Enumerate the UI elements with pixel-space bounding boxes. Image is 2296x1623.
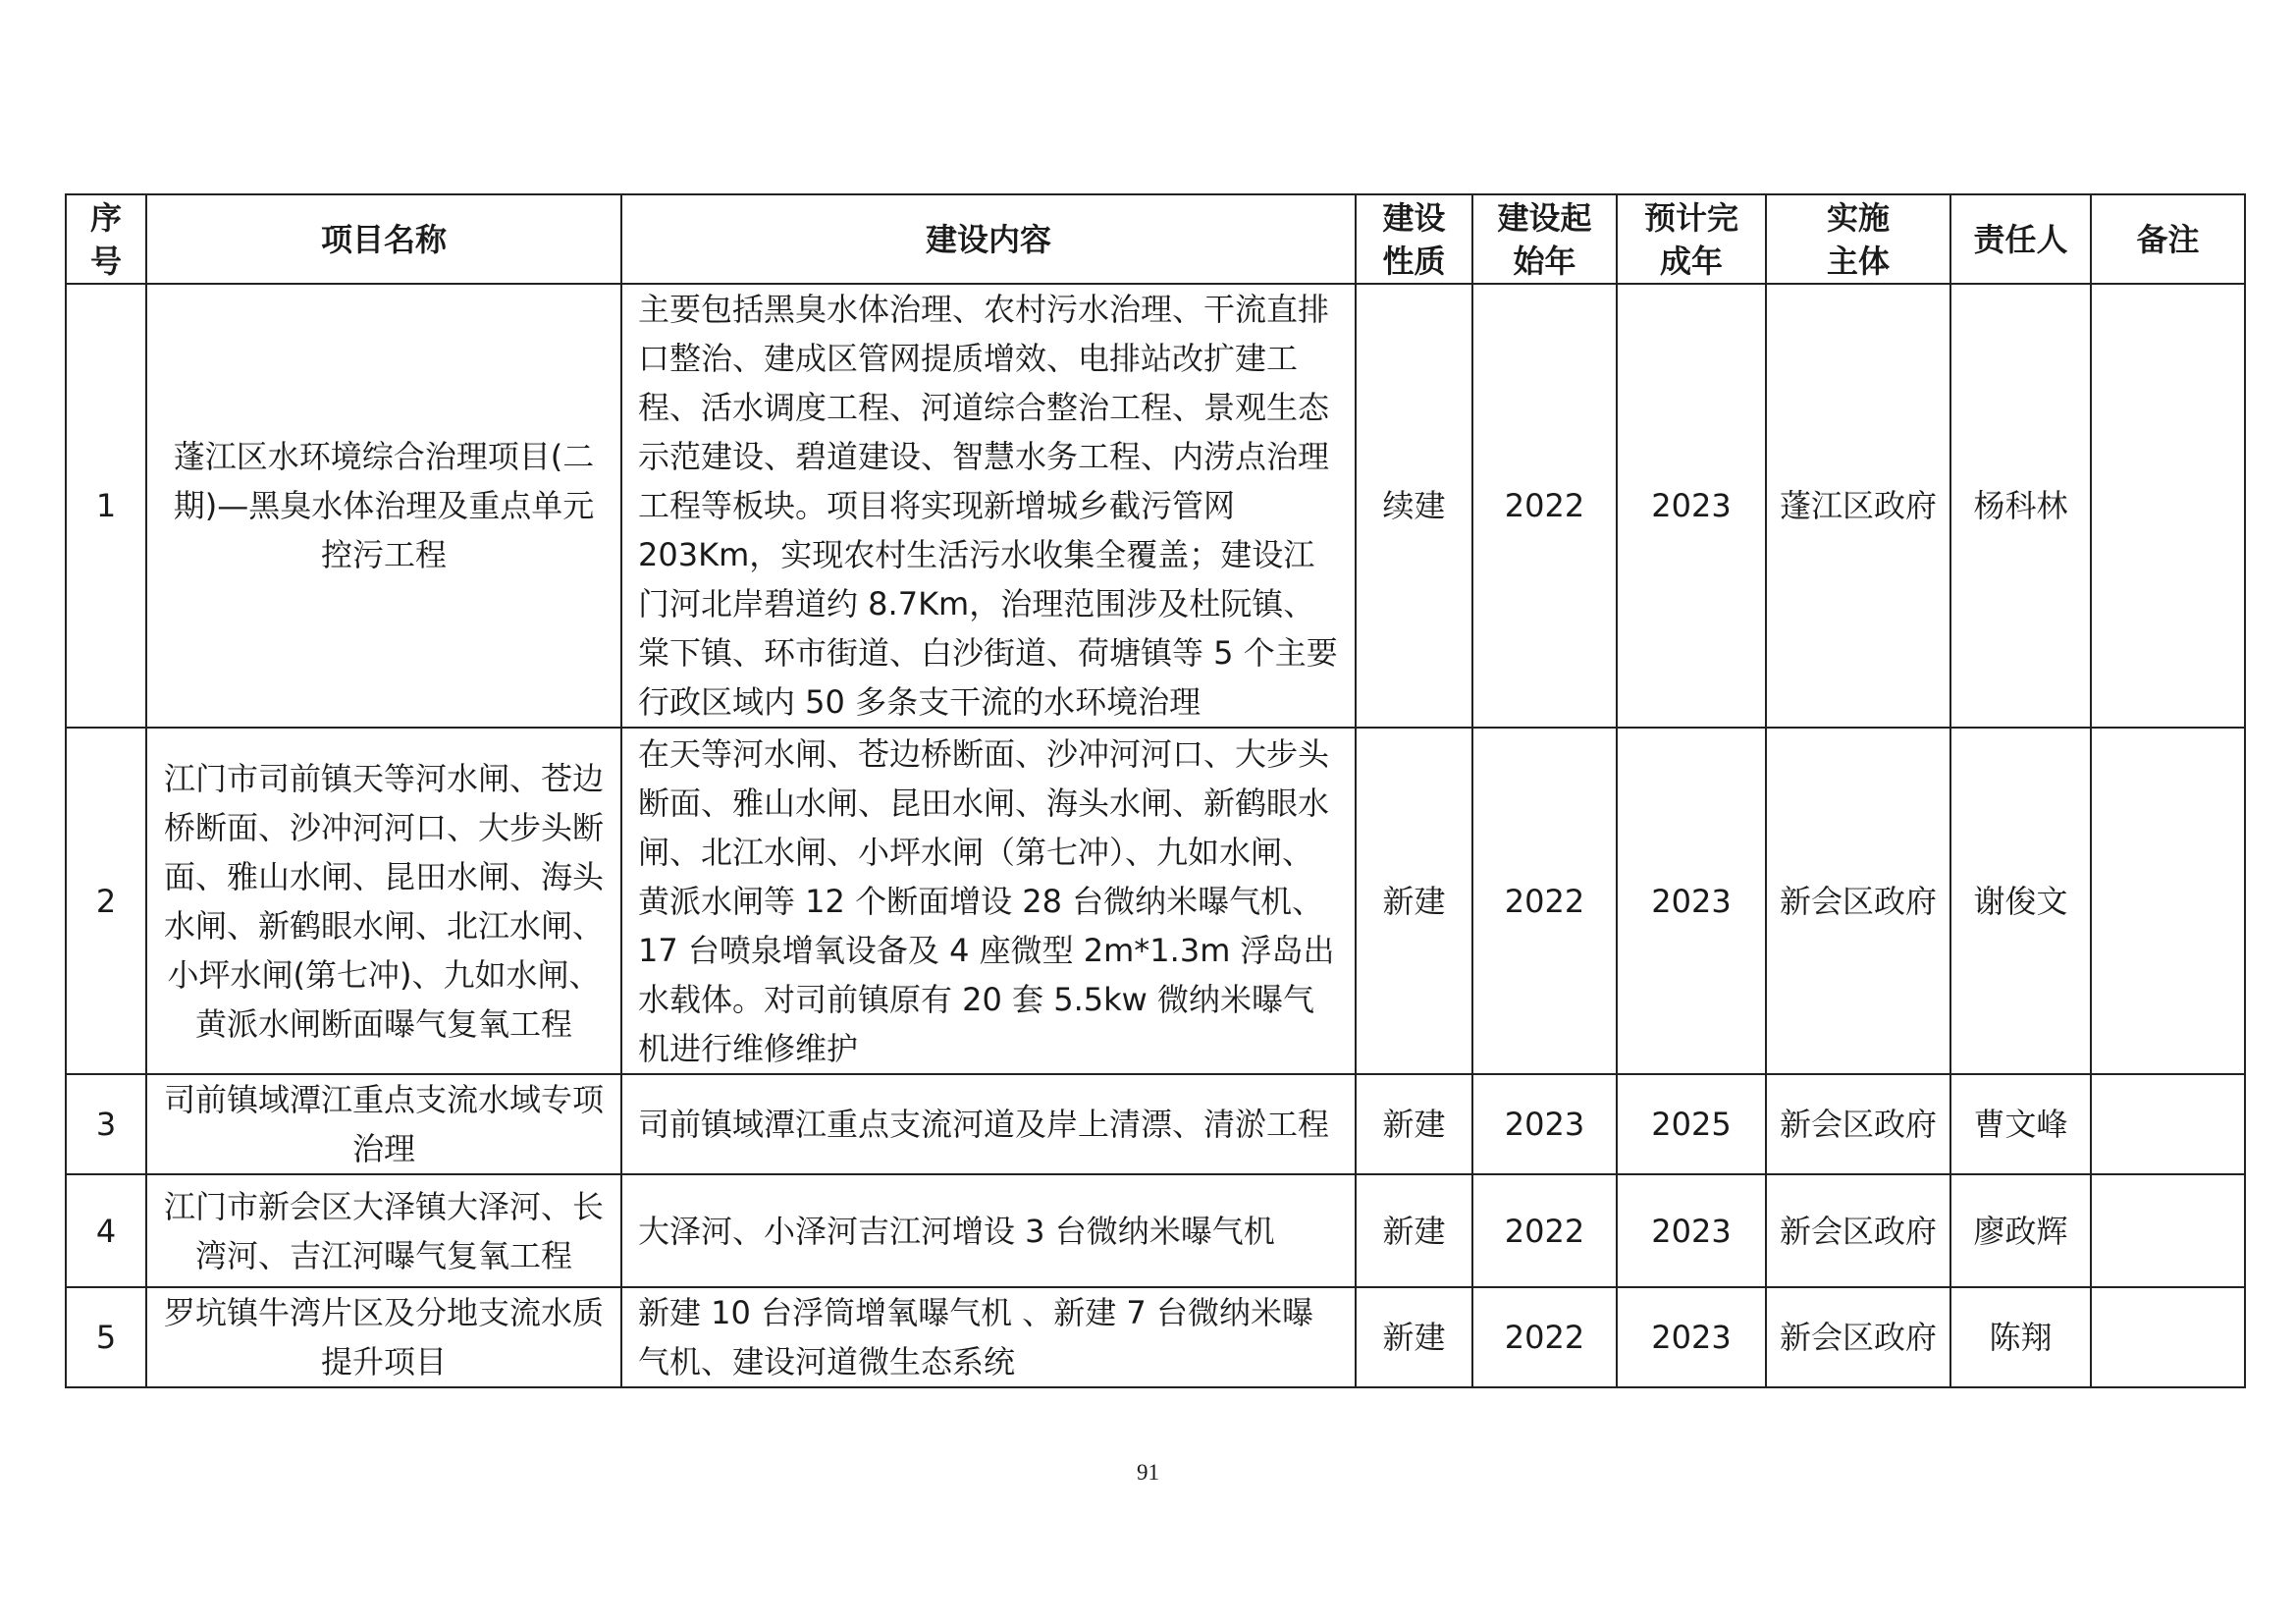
cell-project-name: 罗坑镇牛湾片区及分地支流水质提升项目	[146, 1287, 621, 1387]
cell-end-year: 2023	[1617, 284, 1766, 728]
cell-content: 大泽河、小泽河吉江河增设 3 台微纳米曝气机	[621, 1174, 1356, 1287]
cell-start-year: 2022	[1472, 728, 1617, 1074]
cell-project-name: 司前镇域潭江重点支流水域专项治理	[146, 1074, 621, 1174]
cell-project-name: 江门市司前镇天等河水闸、苍边桥断面、沙冲河河口、大步头断面、雅山水闸、昆田水闸、海头水闸、新鹤眼水闸、北江水闸、小坪水闸(第七冲)、九如水闸、黄派水闸断面曝气复氧工程	[146, 728, 621, 1074]
cell-seq: 2	[66, 728, 146, 1074]
project-table	[65, 193, 2246, 1388]
cell-seq: 3	[66, 1074, 146, 1174]
header-implementer: 实施 主体	[1766, 194, 1950, 284]
cell-content: 主要包括黑臭水体治理、农村污水治理、干流直排口整治、建成区管网提质增效、电排站改扩建工程、活水调度工程、河道综合整治工程、景观生态示范建设、碧道建设、智慧水务工程、内涝点治理工程等板块。项目将实现新增城乡截污管网 203Km，实现农村生活污水收集全覆盖；建设江门河北岸碧道约 8.7Km，治理范围涉及杜阮镇、棠下镇、环市街道、白沙街道、荷塘镇等 5 个主要行政区域内 50 多条支干流的水环境治理	[621, 284, 1356, 728]
table-row	[66, 284, 2245, 728]
cell-remark	[2091, 1074, 2245, 1174]
cell-end-year: 2023	[1617, 1287, 1766, 1387]
cell-nature: 续建	[1356, 284, 1472, 728]
header-project-name: 项目名称	[146, 194, 621, 284]
cell-responsible: 杨科林	[1950, 284, 2091, 728]
cell-responsible: 曹文峰	[1950, 1074, 2091, 1174]
cell-content: 新建 10 台浮筒增氧曝气机 、新建 7 台微纳米曝气机、建设河道微生态系统	[621, 1287, 1356, 1387]
cell-content: 司前镇域潭江重点支流河道及岸上清漂、清淤工程	[621, 1074, 1356, 1174]
cell-remark	[2091, 728, 2245, 1074]
cell-nature: 新建	[1356, 728, 1472, 1074]
cell-end-year: 2023	[1617, 728, 1766, 1074]
cell-start-year: 2022	[1472, 1174, 1617, 1287]
cell-responsible: 廖政辉	[1950, 1174, 2091, 1287]
table-row	[66, 728, 2245, 1074]
cell-responsible: 陈翔	[1950, 1287, 2091, 1387]
cell-nature: 新建	[1356, 1074, 1472, 1174]
cell-project-name: 江门市新会区大泽镇大泽河、长湾河、吉江河曝气复氧工程	[146, 1174, 621, 1287]
cell-remark	[2091, 1287, 2245, 1387]
cell-start-year: 2022	[1472, 1287, 1617, 1387]
cell-nature: 新建	[1356, 1287, 1472, 1387]
cell-seq: 4	[66, 1174, 146, 1287]
header-nature: 建设 性质	[1356, 194, 1472, 284]
header-content: 建设内容	[621, 194, 1356, 284]
cell-nature: 新建	[1356, 1174, 1472, 1287]
cell-implementer: 新会区政府	[1766, 728, 1950, 1074]
header-start-year: 建设起 始年	[1472, 194, 1617, 284]
cell-remark	[2091, 1174, 2245, 1287]
cell-project-name: 蓬江区水环境综合治理项目(二期)—黑臭水体治理及重点单元控污工程	[146, 284, 621, 728]
cell-implementer: 新会区政府	[1766, 1174, 1950, 1287]
cell-seq: 1	[66, 284, 146, 728]
header-responsible: 责任人	[1950, 194, 2091, 284]
table-row	[66, 1287, 2245, 1387]
page-number: 91	[1137, 1460, 1159, 1485]
table-row	[66, 1174, 2245, 1287]
cell-implementer: 新会区政府	[1766, 1287, 1950, 1387]
header-seq: 序 号	[66, 194, 146, 284]
cell-end-year: 2023	[1617, 1174, 1766, 1287]
cell-content: 在天等河水闸、苍边桥断面、沙冲河河口、大步头断面、雅山水闸、昆田水闸、海头水闸、新鹤眼水闸、北江水闸、小坪水闸（第七冲）、九如水闸、黄派水闸等 12 个断面增设 28 台微纳米曝气机、17 台喷泉增氧设备及 4 座微型 2m*1.3m 浮岛出水载体。对司前镇原有 20 套 5.5kw 微纳米曝气机进行维修维护	[621, 728, 1356, 1074]
cell-responsible: 谢俊文	[1950, 728, 2091, 1074]
cell-seq: 5	[66, 1287, 146, 1387]
cell-implementer: 蓬江区政府	[1766, 284, 1950, 728]
cell-implementer: 新会区政府	[1766, 1074, 1950, 1174]
header-end-year: 预计完 成年	[1617, 194, 1766, 284]
cell-start-year: 2022	[1472, 284, 1617, 728]
header-remark: 备注	[2091, 194, 2245, 284]
cell-end-year: 2025	[1617, 1074, 1766, 1174]
cell-remark	[2091, 284, 2245, 728]
table-row	[66, 1074, 2245, 1174]
cell-start-year: 2023	[1472, 1074, 1617, 1174]
table-header-row	[66, 194, 2245, 284]
